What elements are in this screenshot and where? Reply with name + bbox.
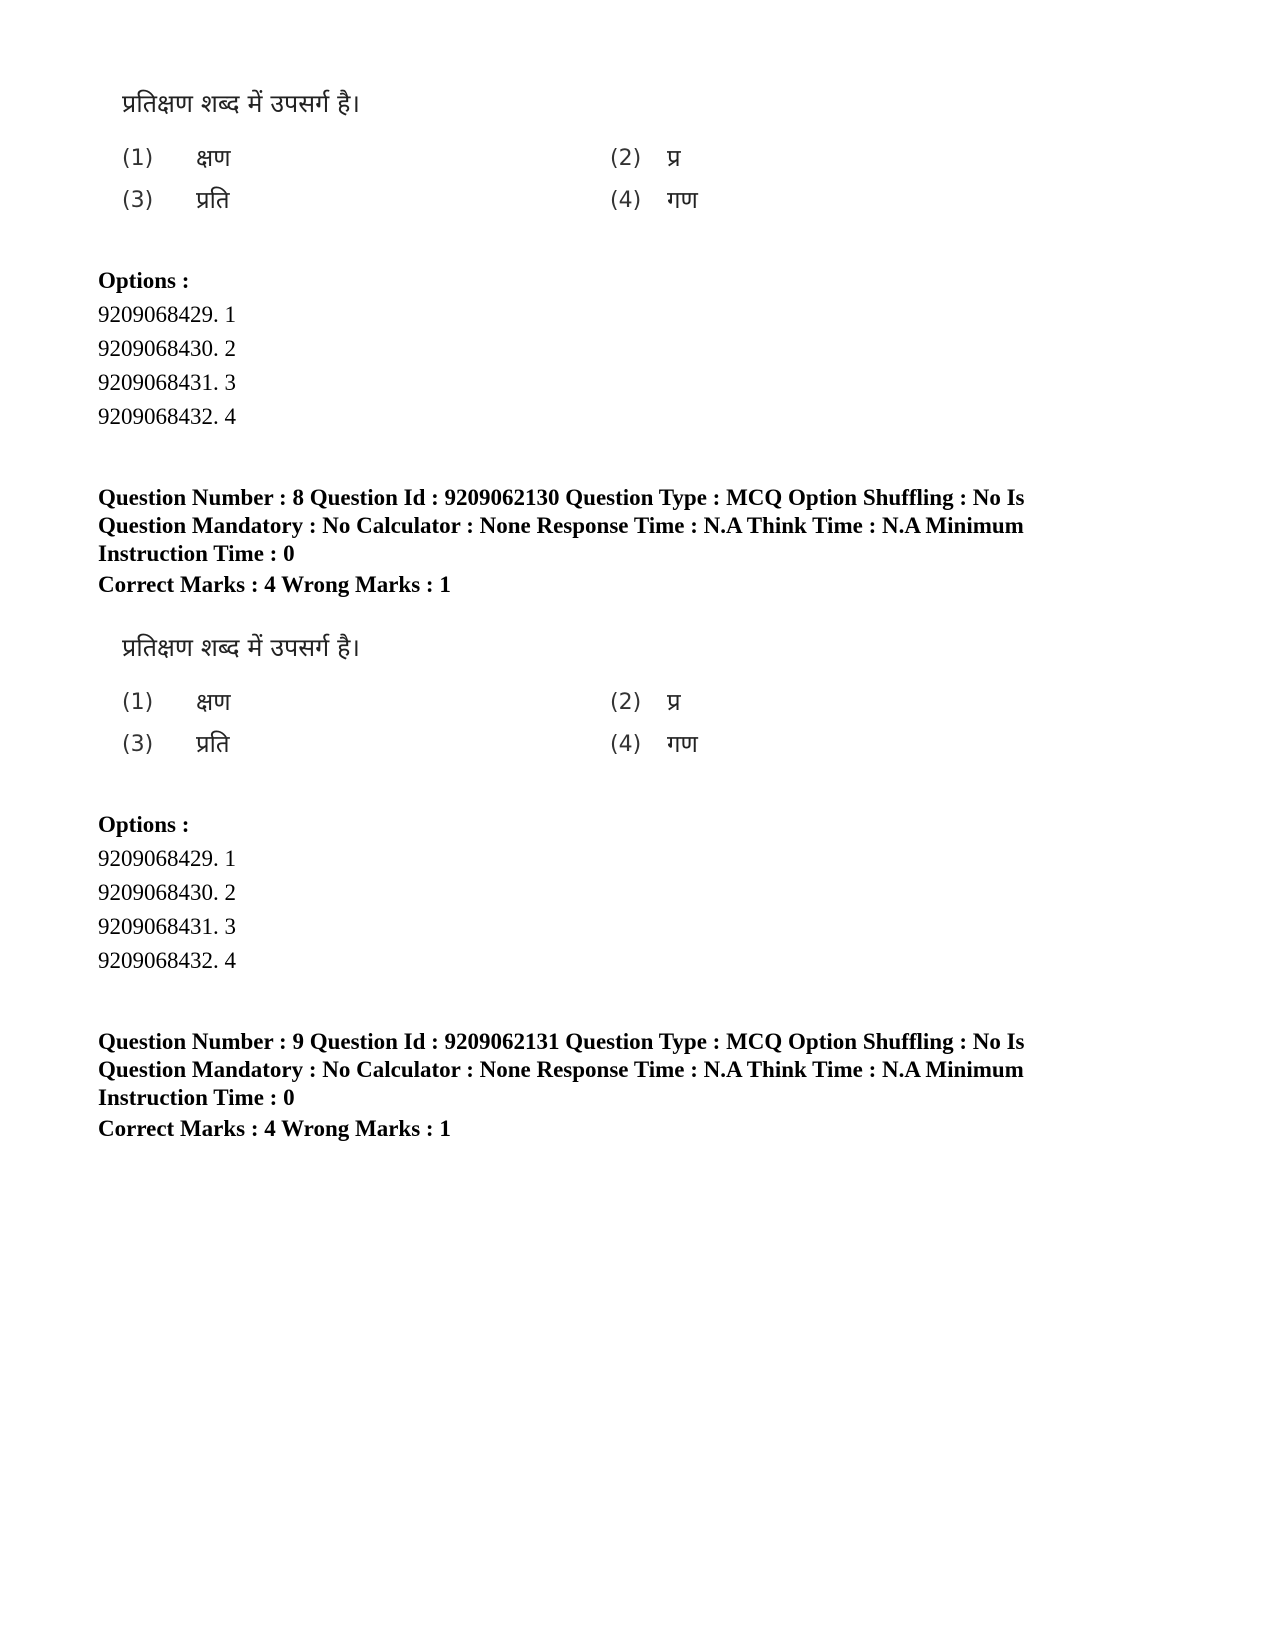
option-id-line: 9209068429. 1	[98, 846, 236, 871]
option-text: प्र	[667, 144, 681, 172]
option-text: गण	[667, 186, 698, 214]
marks-line: Correct Marks : 4 Wrong Marks : 1	[98, 1116, 451, 1141]
marks-line: Correct Marks : 4 Wrong Marks : 1	[98, 572, 451, 597]
option-id-line: 9209068430. 2	[98, 880, 236, 905]
option-number: (4)	[610, 188, 642, 213]
option-id-line: 9209068430. 2	[98, 336, 236, 361]
option-id-line: 9209068431. 3	[98, 370, 236, 395]
option-number: (2)	[610, 146, 642, 171]
question-stem: प्रतिक्षण शब्द में उपसर्ग है।	[122, 633, 360, 662]
option-text: गण	[667, 730, 698, 758]
question-meta: Question Number : 9 Question Id : 9209062131 Question Type : MCQ Option Shuffling : No Is Question Mandatory : No Calculator : None Response Time : N.A Think Time : N.A Minimum Instruction Time : 0	[98, 1029, 1025, 1110]
option-number: (4)	[610, 732, 642, 757]
question-stem: प्रतिक्षण शब्द में उपसर्ग है।	[122, 89, 360, 118]
option-number: (3)	[122, 188, 154, 213]
options-heading: Options :	[98, 268, 190, 293]
option-text: क्षण	[196, 688, 231, 716]
options-heading: Options :	[98, 812, 190, 837]
option-id-line: 9209068432. 4	[98, 404, 236, 429]
option-number: (3)	[122, 732, 154, 757]
option-number: (1)	[122, 690, 154, 715]
option-text: प्रति	[196, 186, 230, 214]
option-id-line: 9209068429. 1	[98, 302, 236, 327]
option-text: प्रति	[196, 730, 230, 758]
option-number: (2)	[610, 690, 642, 715]
question-image	[122, 86, 742, 226]
question-image	[122, 630, 742, 770]
question-meta: Question Number : 8 Question Id : 9209062130 Question Type : MCQ Option Shuffling : No Is Question Mandatory : No Calculator : None Response Time : N.A Think Time : N.A Minimum Instruction Time : 0	[98, 485, 1025, 566]
option-text: क्षण	[196, 144, 231, 172]
option-id-line: 9209068432. 4	[98, 948, 236, 973]
option-number: (1)	[122, 146, 154, 171]
option-text: प्र	[667, 688, 681, 716]
option-id-line: 9209068431. 3	[98, 914, 236, 939]
